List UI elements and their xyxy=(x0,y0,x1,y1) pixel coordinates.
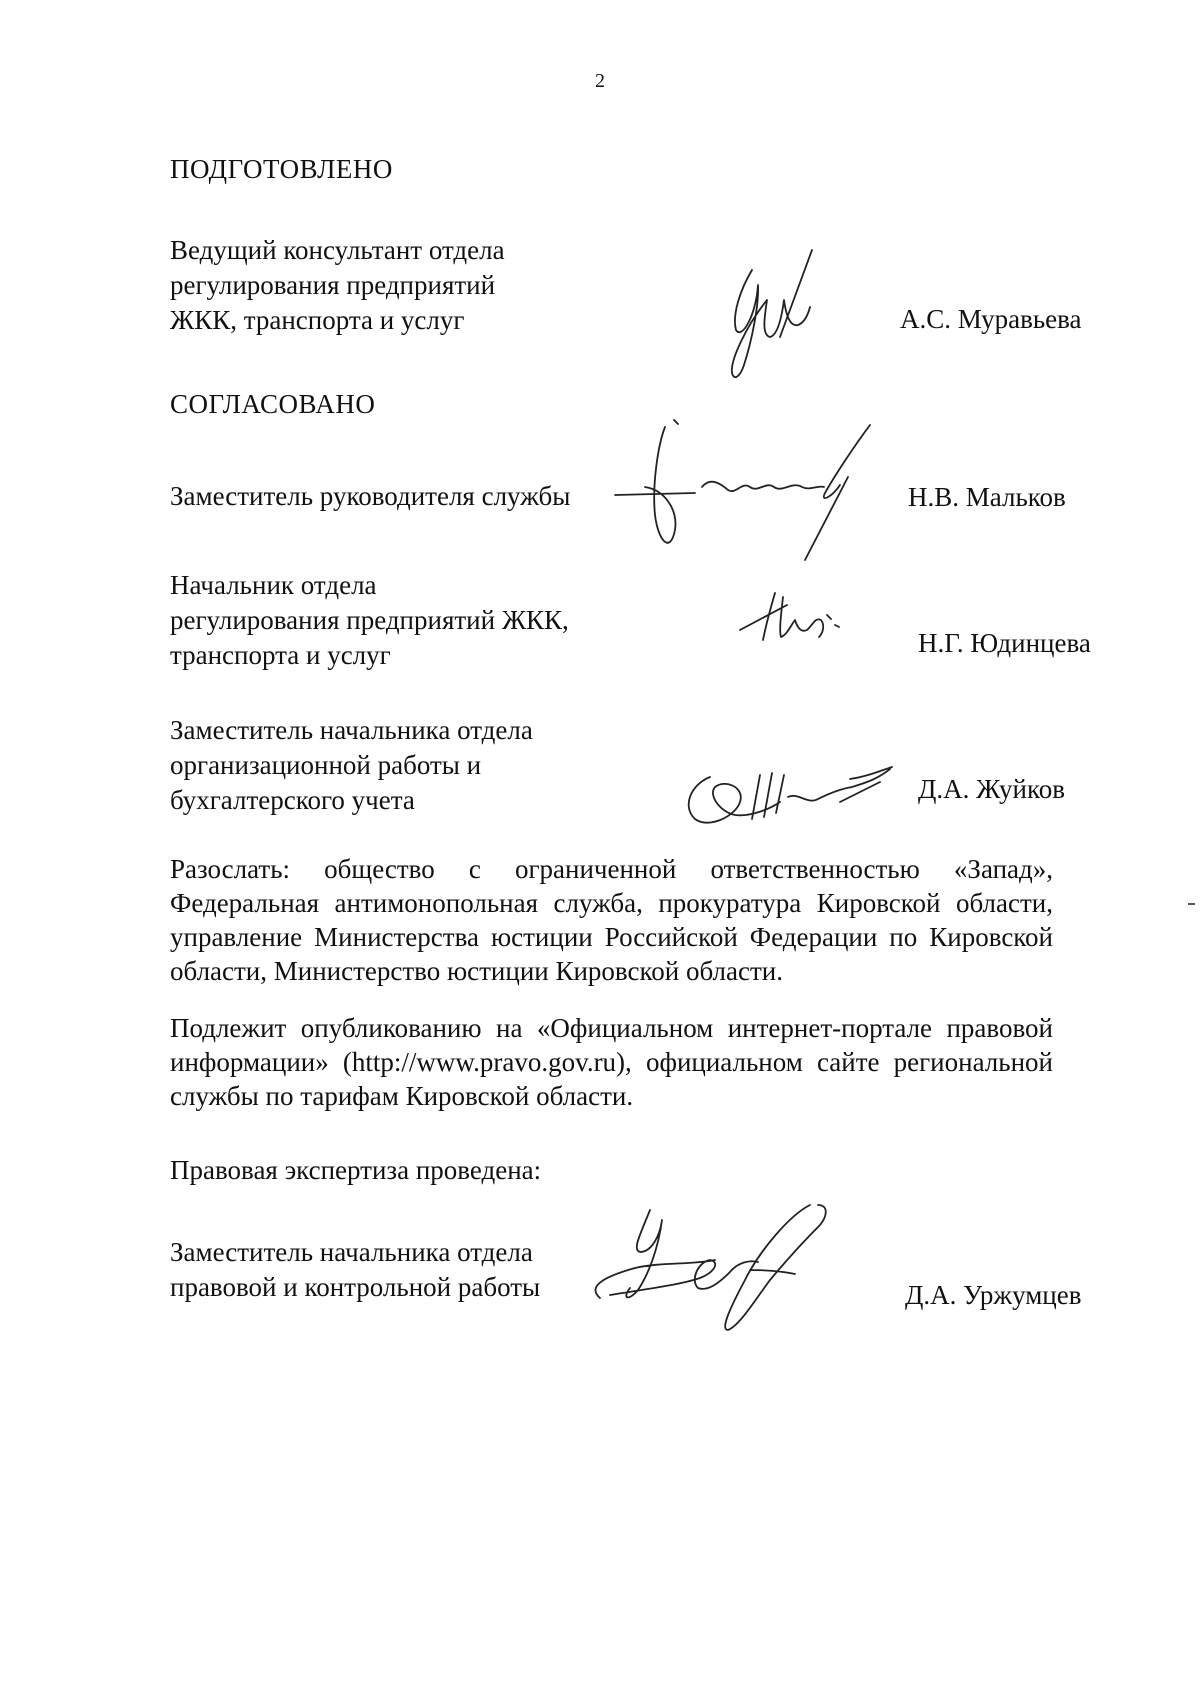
position-line: Заместитель руководителя службы xyxy=(170,481,571,511)
publication-paragraph: Подлежит опубликованию на «Официальном интернет-портале правовой информации» (http://www.pravo.gov.ru), официальном сайте региональной службы по тарифам Кировской области. xyxy=(170,1013,1053,1111)
position-line: правовой и контрольной работы xyxy=(170,1272,541,1302)
position-line: транспорта и услуг xyxy=(170,640,391,670)
signer-name: Н.В. Мальков xyxy=(908,482,1066,512)
signer-name: Н.Г. Юдинцева xyxy=(918,628,1091,658)
prepared-position xyxy=(170,233,505,338)
position-line: регулирования предприятий xyxy=(170,270,496,300)
signature-muravyeva xyxy=(712,245,832,385)
page-number: 2 xyxy=(595,70,605,92)
distribution-paragraph: Разослать: общество с ограниченной ответственностью «Запад», Федеральная антимонопольная служба, прокуратура Кировской области, управление Министерства юстиции Российской Федерации по Кировской области, Министерство юстиции Кировской области. xyxy=(170,854,1053,986)
position-line: бухгалтерского учета xyxy=(170,785,415,815)
signature-urzhumtsev xyxy=(580,1190,870,1340)
position-line: Заместитель начальника отдела xyxy=(170,1237,533,1267)
position-line: Заместитель начальника отдела xyxy=(170,715,533,745)
position-line: Начальник отдела xyxy=(170,570,377,600)
signature-malkov xyxy=(610,415,910,565)
position-line: регулирования предприятий ЖКК, xyxy=(170,605,569,635)
signature-zhuykov xyxy=(680,757,900,832)
position-line: ЖКК, транспорта и услуг xyxy=(170,305,465,335)
scan-artifact xyxy=(1188,903,1195,905)
signature-yudintseva xyxy=(735,585,855,655)
legal-review-heading: Правовая экспертиза проведена: xyxy=(170,1155,542,1185)
position-line: Ведущий консультант отдела xyxy=(170,235,505,265)
signer-position xyxy=(170,568,569,673)
legal-review-position xyxy=(170,1235,540,1305)
signer-name: А.С. Муравьева xyxy=(900,304,1082,334)
agreed-heading: СОГЛАСОВАНО xyxy=(170,389,376,419)
signer-name: Д.А. Уржумцев xyxy=(905,1280,1082,1310)
signer-name: Д.А. Жуйков xyxy=(918,774,1065,804)
prepared-heading: ПОДГОТОВЛЕНО xyxy=(170,154,393,184)
position-line: организационной работы и xyxy=(170,750,482,780)
signer-position xyxy=(170,713,533,818)
signer-position xyxy=(170,479,570,514)
